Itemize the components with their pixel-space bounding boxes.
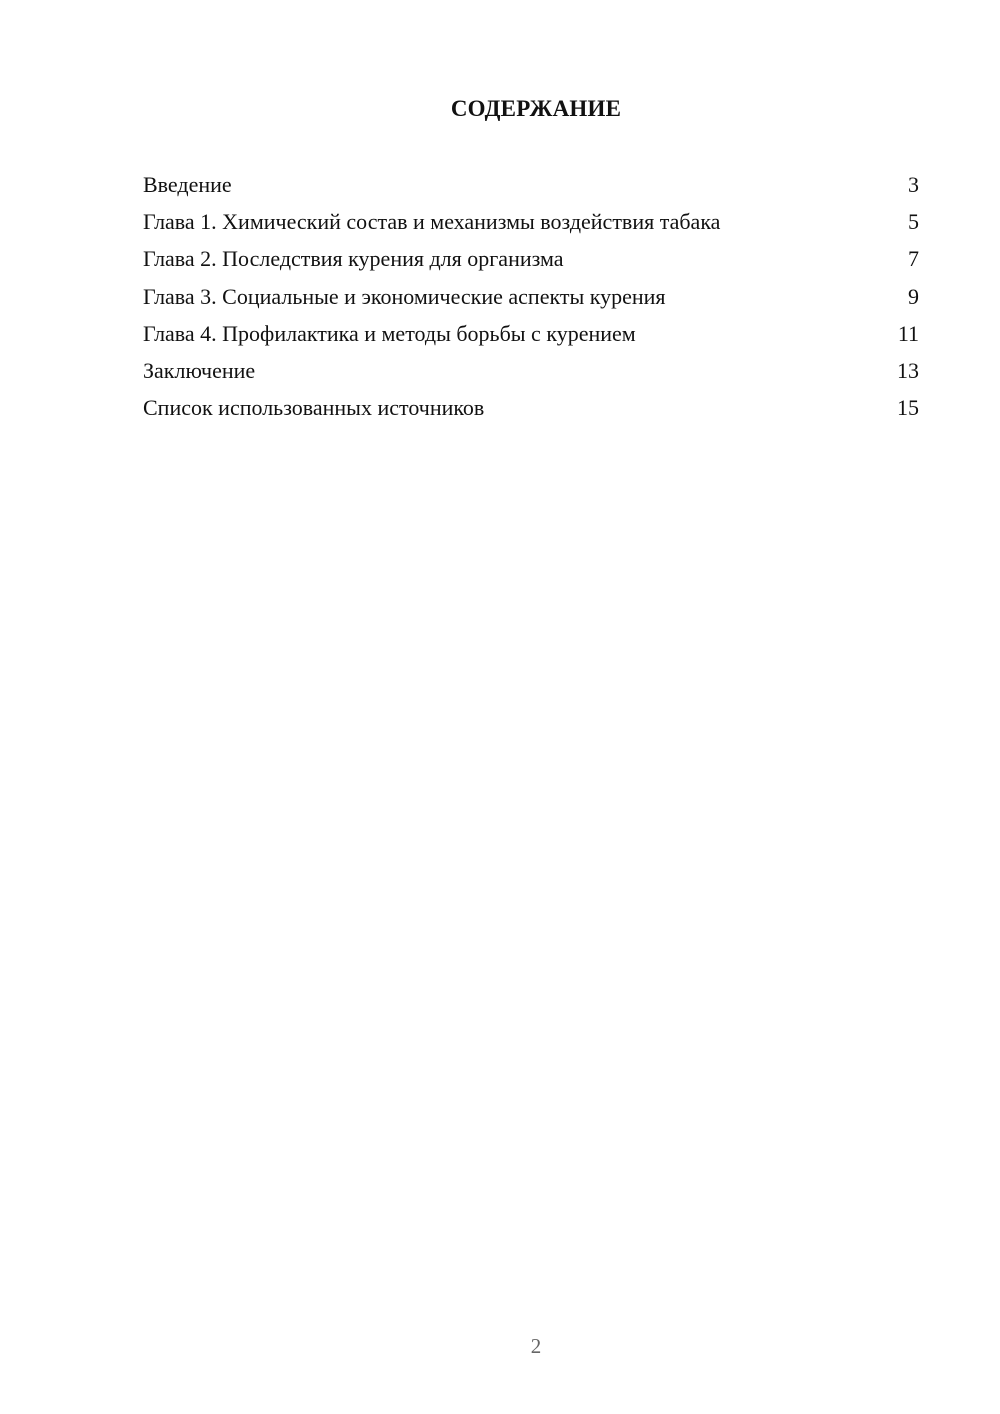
toc-entry-introduction[interactable] [143, 171, 919, 208]
toc-entry-label: Введение [143, 172, 232, 197]
toc-entry-label: Глава 3. Социальные и экономические аспекты курения [143, 283, 666, 309]
toc-entry-chapter-2[interactable] [143, 245, 919, 282]
toc-entry-chapter-1[interactable] [143, 208, 919, 245]
toc-entry-label: Заключение [143, 357, 256, 383]
toc-entry-chapter-3[interactable] [143, 283, 919, 320]
page-number: 2 [530, 1334, 542, 1358]
toc-entry-chapter-4[interactable] [143, 320, 919, 357]
toc-entry-page: 13 [897, 357, 919, 383]
toc-entry-page: 9 [908, 283, 919, 309]
page-title: СОДЕРЖАНИЕ [450, 96, 622, 121]
table-of-contents [143, 171, 919, 431]
toc-entry-page: 7 [908, 246, 919, 272]
toc-entry-page: 5 [908, 209, 919, 235]
toc-entry-label: Список использованных источников [143, 395, 485, 421]
toc-entry-page: 3 [908, 172, 919, 197]
toc-entry-page: 11 [897, 320, 919, 346]
toc-entry-page: 15 [897, 395, 919, 421]
toc-entry-label: Глава 4. Профилактика и методы борьбы с курением [143, 320, 636, 346]
toc-entry-label: Глава 1. Химический состав и механизмы воздействия табака [143, 209, 721, 235]
toc-entry-references[interactable] [143, 394, 919, 431]
toc-entry-conclusion[interactable] [143, 357, 919, 394]
toc-entry-label: Глава 2. Последствия курения для организма [143, 246, 564, 272]
